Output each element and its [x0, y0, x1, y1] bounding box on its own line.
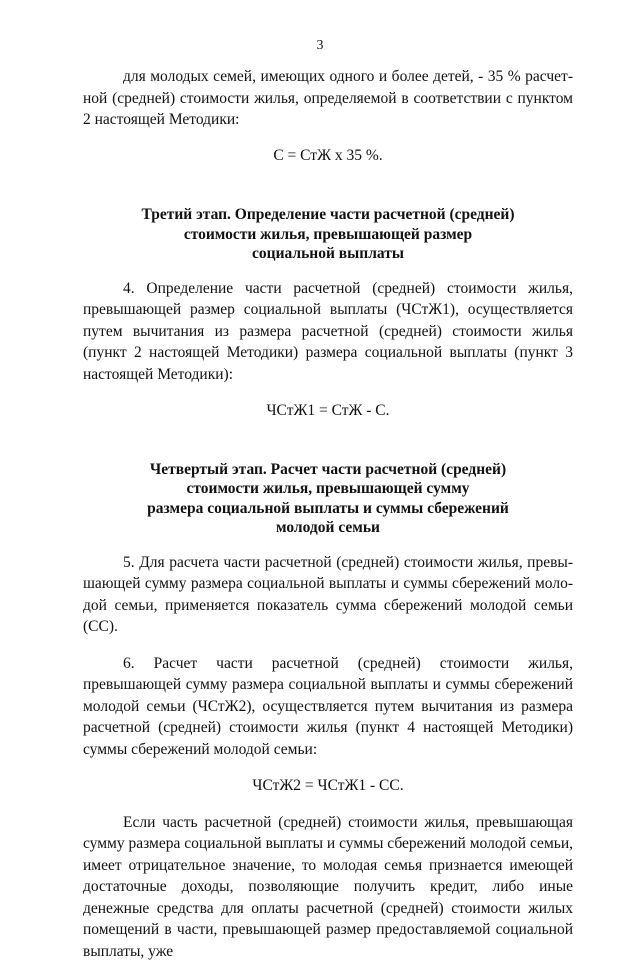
paragraph-intro: для молодых семей, имеющих одного и более детей, - 35 % расчетной (средней) стоимости жилья, определяемой в соответствии с пунктом 2 настоящей Методики: [83, 66, 573, 131]
paragraph-6: 6. Расчет части расчетной (средней) стоимости жилья, превышающей сумму размера социальной выплаты и суммы сбережений молодой семьи (ЧСтЖ2), осуществляется путем вычитания из размера расчетной (средней) стоимости жилья (пункт 4 настоящей Методики) суммы сбережений молодой семьи: [83, 653, 573, 761]
formula-part-cost-1: ЧСтЖ1 = СтЖ - С. [83, 400, 573, 422]
heading-line: стоимости жилья, превышающей размер [83, 225, 573, 245]
heading-line: размера социальной выплаты и суммы сбережений [83, 499, 573, 519]
page-number: 3 [0, 38, 640, 54]
paragraph-5: 5. Для расчета части расчетной (средней) стоимости жилья, превышающей сумму размера социальной выплаты и суммы сбережений молодой семьи, применяется показатель сумма сбережений молодой семьи (СС). [83, 552, 573, 638]
heading-line: Третий этап. Определение части расчетной (средней) [83, 205, 573, 225]
heading-line: социальной выплаты [83, 244, 573, 264]
paragraph-7: Если часть расчетной (средней) стоимости жилья, превышающая сумму размера социальной выплаты и суммы сбережений молодой семьи, имеет отрицательное значение, то молодая семья признается имеющей достаточные доходы, позволяющие получить кредит, либо иные денежные средства для оплаты расчетной (средней) стоимости жилых помещений в части, превышающей размер предоставляемой социальной выплаты, уже [83, 812, 573, 962]
heading-line: Четвертый этап. Расчет части расчетной (средней) [83, 460, 573, 480]
heading-stage-3 [83, 205, 573, 264]
formula-social-payment: С = СтЖ х 35 %. [83, 145, 573, 167]
formula-part-cost-2: ЧСтЖ2 = ЧСтЖ1 - СС. [83, 775, 573, 797]
document-body [83, 66, 573, 962]
paragraph-4: 4. Определение части расчетной (средней) стоимости жилья, превышающей размер социальной выплаты (ЧСтЖ1), осуществляется путем вычитания из размера расчетной (средней) стоимости жилья (пункт 2 настоящей Методики) размера социальной выплаты (пункт 3 настоящей Методики): [83, 278, 573, 386]
heading-stage-4 [83, 460, 573, 538]
heading-line: молодой семьи [83, 518, 573, 538]
heading-line: стоимости жилья, превышающей сумму [83, 479, 573, 499]
